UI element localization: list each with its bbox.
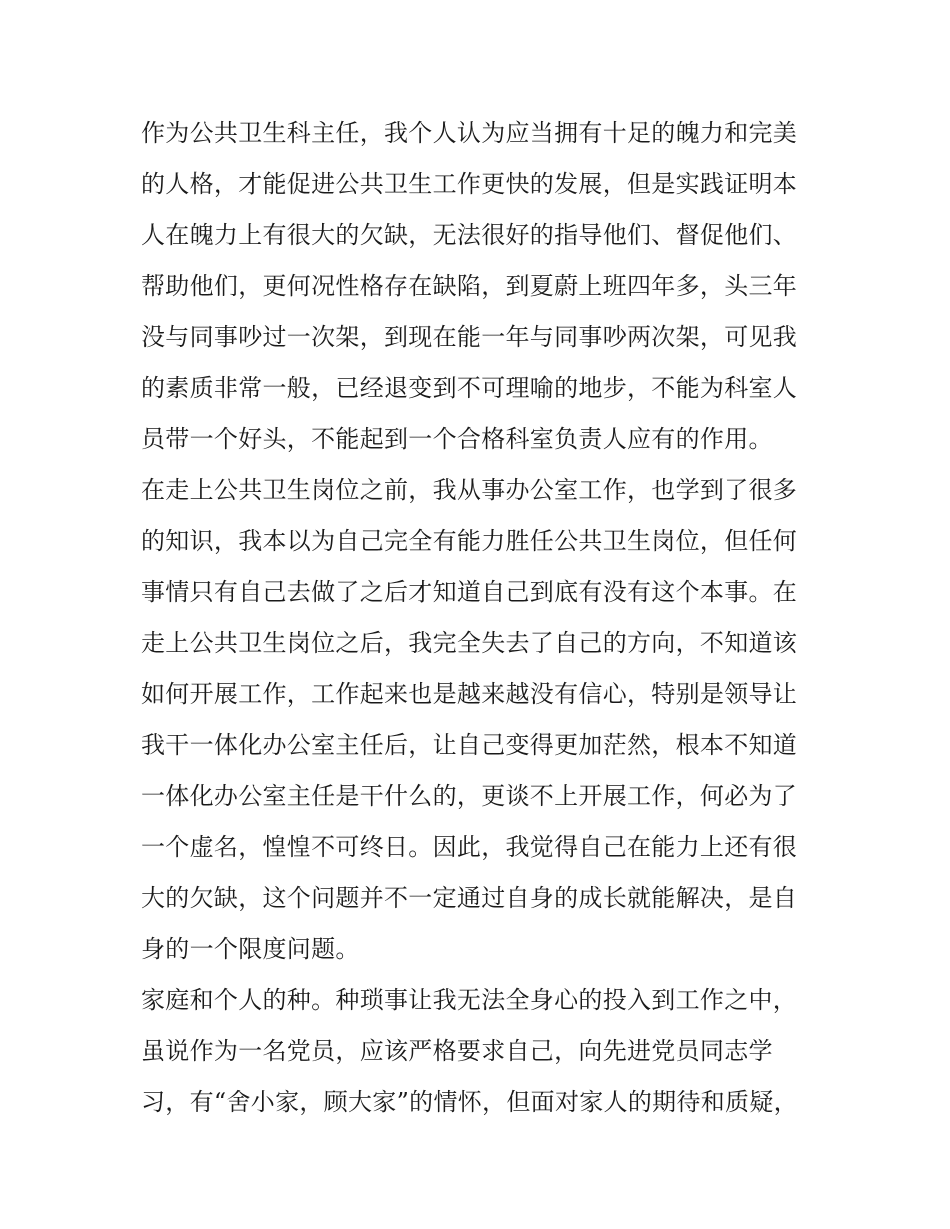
paragraph-1	[141, 108, 821, 465]
text-line: 员带一个好头，不能起到一个合格科室负责人应有的作用。	[141, 425, 773, 453]
text-line: 习，有“舍小家，顾大家”的情怀，但面对家人的期待和质疑，	[141, 1088, 798, 1116]
text-line: 没与同事吵过一次架，到现在能一年与同事吵两次架，可见我	[141, 323, 798, 351]
text-line: 在走上公共卫生岗位之前，我从事办公室工作，也学到了很多	[141, 476, 798, 504]
text-line: 的知识，我本以为自己完全有能力胜任公共卫生岗位，但任何	[141, 527, 798, 555]
text-line: 一体化办公室主任是干什么的，更谈不上开展工作，何必为了	[141, 782, 798, 810]
text-line: 一个虚名，惶惶不可终日。因此，我觉得自己在能力上还有很	[141, 833, 798, 861]
text-line: 走上公共卫生岗位之后，我完全失去了自己的方向，不知道该	[141, 629, 798, 657]
text-line: 帮助他们，更何况性格存在缺陷，到夏蔚上班四年多，头三年	[141, 272, 798, 300]
text-line: 如何开展工作，工作起来也是越来越没有信心，特别是领导让	[141, 680, 798, 708]
text-line: 作为公共卫生科主任，我个人认为应当拥有十足的魄力和完美	[141, 119, 798, 147]
text-line: 我干一体化办公室主任后，让自己变得更加茫然，根本不知道	[141, 731, 798, 759]
document-body	[141, 108, 821, 1128]
text-line: 事情只有自己去做了之后才知道自己到底有没有这个本事。在	[141, 578, 798, 606]
text-line: 大的欠缺，这个问题并不一定通过自身的成长就能解决，是自	[141, 884, 798, 912]
paragraph-2	[141, 465, 821, 975]
text-line: 人在魄力上有很大的欠缺，无法很好的指导他们、督促他们、	[141, 221, 798, 249]
paragraph-3	[141, 975, 821, 1128]
text-line: 家庭和个人的种。种琐事让我无法全身心的投入到工作之中，	[141, 986, 798, 1014]
text-line: 的素质非常一般，已经退变到不可理喻的地步，不能为科室人	[141, 374, 798, 402]
text-line: 身的一个限度问题。	[141, 935, 360, 963]
text-line: 的人格，才能促进公共卫生工作更快的发展，但是实践证明本	[141, 170, 798, 198]
text-line: 虽说作为一名党员，应该严格要求自己，向先进党员同志学	[141, 1037, 773, 1065]
